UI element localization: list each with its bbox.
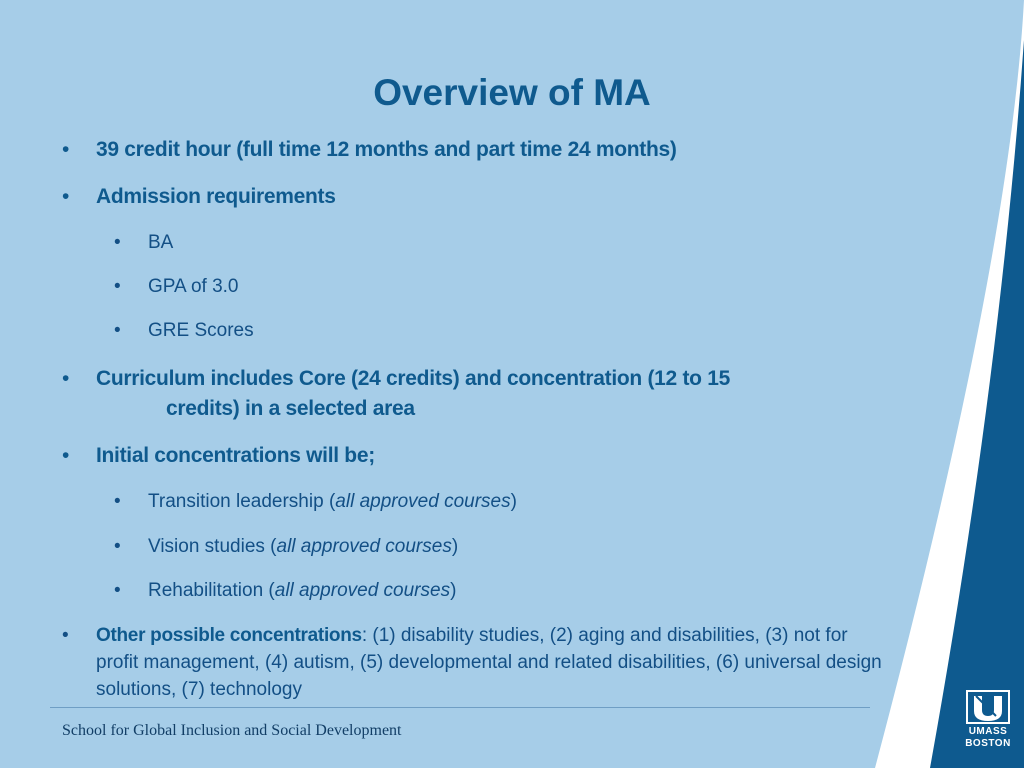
concentration-note: all approved courses [335,491,511,512]
bullet-text [96,364,886,424]
concentration-name: Vision studies ( [148,536,277,557]
bullet-dot: • [114,276,121,297]
umass-boston-logo [963,690,1013,754]
other-text: : (1) disability studies, (2) aging and disabilities, (3) not for profit management, (4) autism, (5) developmental and related disabilities, (6) universal design solutions, (7) technology [96,625,882,700]
footer-divider [50,707,870,708]
bullet-text: 39 credit hour (full time 12 months and part time 24 months) [96,138,677,161]
concentration-name: Transition leadership ( [148,491,336,512]
concentration-note: all approved courses [274,580,451,601]
bullet-dot: • [114,232,121,253]
umass-u-icon [966,690,1010,724]
bullet-dot: • [114,320,121,341]
concentration-close: ) [510,491,517,512]
concentration-close: ) [450,580,457,601]
sub-bullet-text: BA [148,232,174,253]
slide-title: Overview of MA [373,72,651,113]
bullet-dot: • [114,491,121,512]
bullet-dot: • [114,580,121,601]
logo-line-2: BOSTON [965,738,1011,749]
bullet-dot: • [62,185,70,208]
logo-line-1: UMASS [968,726,1008,737]
bullet-text [96,622,886,703]
concentration-note: all approved courses [276,536,452,557]
bullet-dot: • [62,625,69,646]
curriculum-line-1: Curriculum includes Core (24 credits) and concentration (12 to 15 [96,367,730,390]
curriculum-line-2: credits) in a selected area [166,397,415,420]
bullet-dot: • [62,138,70,161]
sub-bullet-text [148,489,848,515]
concentration-close: ) [451,536,459,557]
footer-school-name: School for Global Inclusion and Social Development [62,722,402,739]
concentration-name: Rehabilitation ( [148,580,275,601]
sub-bullet-text: GPA of 3.0 [148,276,239,297]
other-label: Other possible concentrations [96,625,362,646]
bullet-dot: • [62,367,70,390]
bullet-dot: • [114,536,121,557]
bullet-text: Admission requirements [96,185,336,208]
sub-bullet-text [148,578,848,604]
sub-bullet-text: GRE Scores [148,320,254,341]
bullet-dot: • [62,444,70,467]
sub-bullet-text [148,534,848,560]
bullet-text: Initial concentrations will be; [96,444,375,467]
